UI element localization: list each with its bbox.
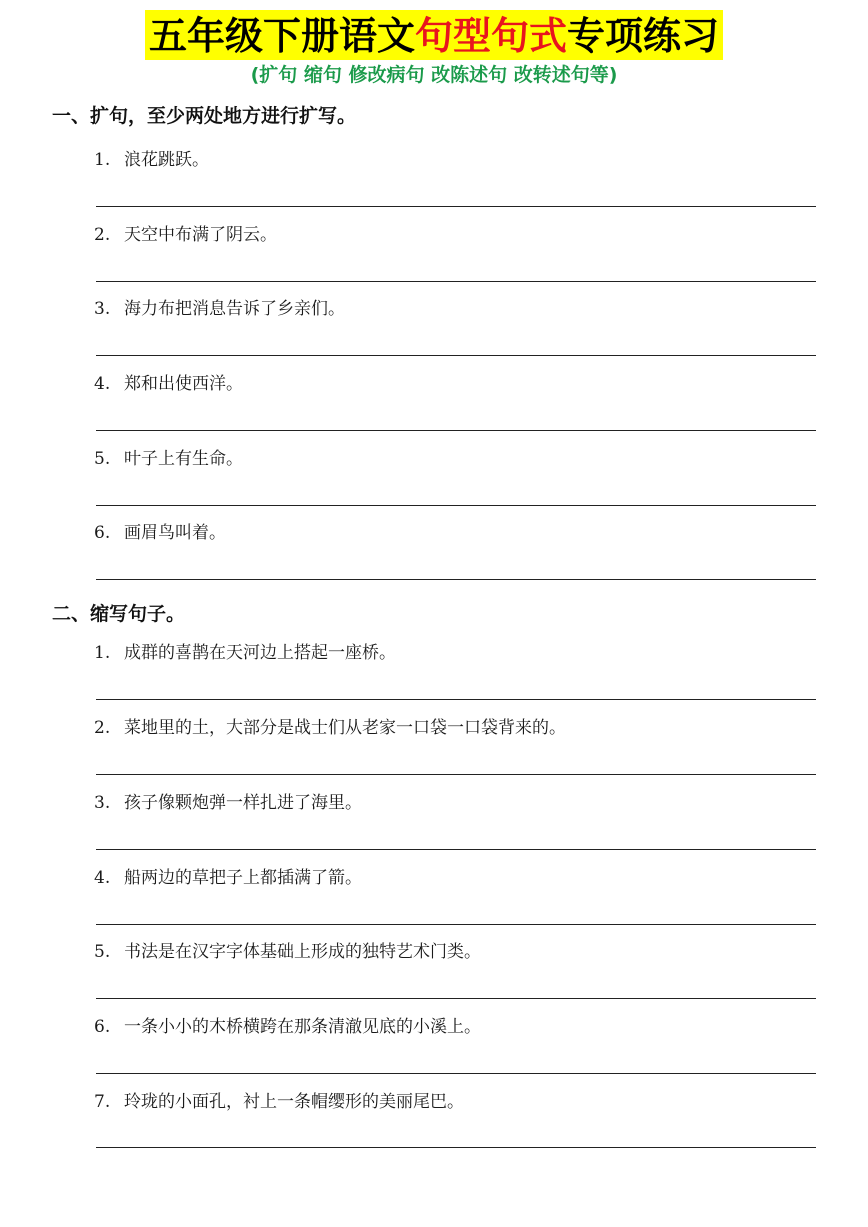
exercise-number: 1. bbox=[94, 643, 111, 663]
exercise-sentence bbox=[94, 148, 209, 172]
exercise-sentence bbox=[94, 447, 243, 471]
page-subtitle: (扩句 缩句 修改病句 改陈述句 改转述句等) bbox=[250, 64, 618, 86]
exercise-sentence bbox=[94, 1090, 464, 1114]
exercise-text: 浪花跳跃。 bbox=[124, 150, 209, 170]
exercise-number: 3. bbox=[94, 299, 111, 319]
exercise-sentence bbox=[94, 297, 345, 321]
exercise-text: 书法是在汉字字体基础上形成的独特艺术门类。 bbox=[124, 942, 481, 962]
answer-line[interactable] bbox=[96, 1147, 816, 1148]
title-part-1: 五年级下册语文 bbox=[148, 14, 415, 58]
exercise-text: 天空中布满了阴云。 bbox=[124, 225, 277, 245]
exercise-sentence bbox=[94, 866, 362, 890]
exercise-sentence bbox=[94, 940, 481, 964]
exercise-number: 4. bbox=[94, 868, 111, 888]
exercise-text: 船两边的草把子上都插满了箭。 bbox=[124, 868, 362, 888]
exercise-number: 6. bbox=[94, 1017, 111, 1037]
answer-line[interactable] bbox=[96, 774, 816, 775]
answer-line[interactable] bbox=[96, 281, 816, 282]
answer-line[interactable] bbox=[96, 355, 816, 356]
exercise-sentence bbox=[94, 372, 243, 396]
exercise-text: 菜地里的土，大部分是战士们从老家一口袋一口袋背来的。 bbox=[124, 718, 566, 738]
exercise-text: 海力布把消息告诉了乡亲们。 bbox=[124, 299, 345, 319]
exercise-sentence bbox=[94, 716, 566, 740]
exercise-text: 郑和出使西洋。 bbox=[124, 374, 243, 394]
answer-line[interactable] bbox=[96, 206, 816, 207]
section-heading-shorten: 二、缩写句子。 bbox=[52, 603, 186, 625]
answer-line[interactable] bbox=[96, 579, 816, 580]
section-heading-expand: 一、扩句，至少两处地方进行扩写。 bbox=[52, 105, 357, 127]
answer-line[interactable] bbox=[96, 1073, 816, 1074]
answer-line[interactable] bbox=[96, 998, 816, 999]
exercise-number: 1. bbox=[94, 150, 111, 170]
exercise-text: 孩子像颗炮弹一样扎进了海里。 bbox=[124, 793, 362, 813]
exercise-number: 4. bbox=[94, 374, 111, 394]
exercise-number: 6. bbox=[94, 523, 111, 543]
answer-line[interactable] bbox=[96, 849, 816, 850]
title-highlight: 句型句式 bbox=[414, 14, 567, 58]
exercise-text: 叶子上有生命。 bbox=[124, 449, 243, 469]
exercise-sentence bbox=[94, 223, 277, 247]
exercise-number: 2. bbox=[94, 718, 111, 738]
answer-line[interactable] bbox=[96, 430, 816, 431]
page-title bbox=[145, 10, 723, 60]
exercise-sentence bbox=[94, 641, 396, 665]
answer-line[interactable] bbox=[96, 924, 816, 925]
exercise-number: 5. bbox=[94, 942, 111, 962]
title-area bbox=[0, 10, 868, 60]
exercise-number: 7. bbox=[94, 1092, 111, 1112]
answer-line[interactable] bbox=[96, 505, 816, 506]
exercise-text: 画眉鸟叫着。 bbox=[124, 523, 226, 543]
exercise-sentence bbox=[94, 1015, 481, 1039]
exercise-number: 2. bbox=[94, 225, 111, 245]
exercise-number: 3. bbox=[94, 793, 111, 813]
exercise-text: 一条小小的木桥横跨在那条清澈见底的小溪上。 bbox=[124, 1017, 481, 1037]
answer-line[interactable] bbox=[96, 699, 816, 700]
exercise-sentence bbox=[94, 521, 226, 545]
exercise-sentence bbox=[94, 791, 362, 815]
exercise-text: 成群的喜鹊在天河边上搭起一座桥。 bbox=[124, 643, 396, 663]
title-part-2: 专项练习 bbox=[567, 14, 720, 58]
exercise-number: 5. bbox=[94, 449, 111, 469]
exercise-text: 玲珑的小面孔，衬上一条帽缨形的美丽尾巴。 bbox=[124, 1092, 464, 1112]
